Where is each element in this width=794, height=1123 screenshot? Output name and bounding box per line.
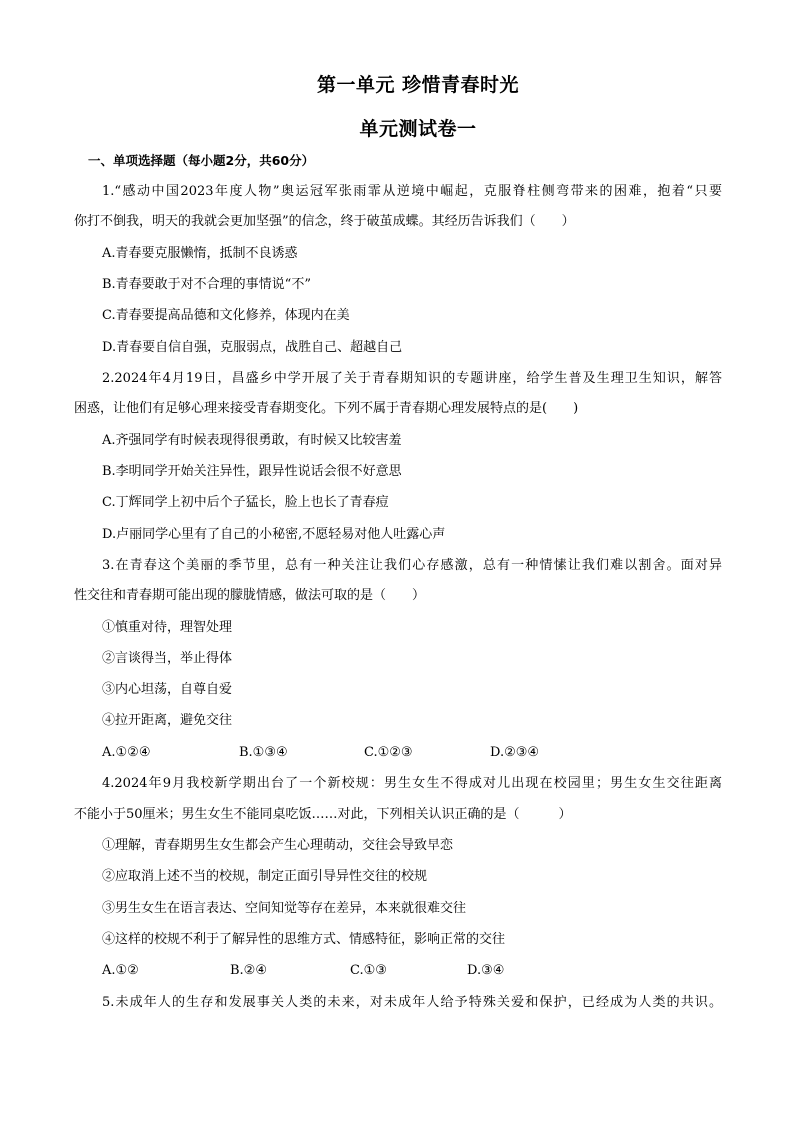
question-3-statement-1: ①慎重对待，理智处理 xyxy=(102,620,233,635)
question-4-line-1: 4.2024年9月我校新学期出台了一个新校规：男生女生不得成对儿出现在校园里；男生女生交往距离 xyxy=(102,776,722,791)
question-2-option-d: D.卢丽同学心里有了自己的小秘密,不愿轻易对他人吐露心声 xyxy=(102,527,446,542)
question-3-choice-a: A.①②④ xyxy=(102,745,151,760)
question-1-option-b: B.青春要敢于对不合理的事情说“不” xyxy=(102,277,311,292)
question-4-statement-1: ①理解，青春期男生女生都会产生心理萌动，交往会导致早恋 xyxy=(102,838,454,853)
question-1-line-1: 1.“感动中国2023年度人物”奥运冠军张雨霏从逆境中崛起，克服脊柱侧弯带来的困难，抱着“只要 xyxy=(102,184,722,199)
question-1-option-c: C.青春要提高品德和文化修养，体现内在美 xyxy=(102,308,350,323)
question-3-choice-c: C.①②③ xyxy=(364,745,413,760)
question-3-choice-b: B.①③④ xyxy=(239,745,288,760)
question-4-choice-b: B.②④ xyxy=(230,963,267,978)
question-2-option-a: A.齐强同学有时候表现得很勇敢，有时候又比较害羞 xyxy=(102,433,402,448)
question-1-option-a: A.青春要克服懒惰，抵制不良诱惑 xyxy=(102,246,298,261)
question-4-choice-d: D.③④ xyxy=(467,963,505,978)
section-heading: 一、单项选择题（每小题2分，共60分） xyxy=(88,153,315,168)
question-3-statement-2: ②言谈得当，举止得体 xyxy=(102,651,233,666)
question-4-statement-4: ④这样的校规不利于了解异性的思维方式、情感特征，影响正常的交往 xyxy=(102,932,506,947)
question-5-line-1: 5.未成年人的生存和发展事关人类的未来，对未成年人给予特殊关爱和保护，已经成为人类的共识。 xyxy=(102,995,722,1010)
question-4-line-2: 不能小于50厘米；男生女生不能同桌吃饭……对此，下列相关认识正确的是（ ） xyxy=(74,807,572,822)
question-4-choice-a: A.①② xyxy=(102,963,139,978)
question-1-line-2: 你打不倒我，明天的我就会更加坚强”的信念，终于破茧成蝶。其经历告诉我们（ ） xyxy=(74,214,575,229)
question-2-option-c: C.丁辉同学上初中后个子猛长，脸上也长了青春痘 xyxy=(102,495,389,510)
question-3-statement-4: ④拉开距离，避免交往 xyxy=(102,713,233,728)
question-2-line-1: 2.2024年4月19日，昌盛乡中学开展了关于青春期知识的专题讲座，给学生普及生理卫生知识，解答 xyxy=(102,371,722,386)
test-title: 单元测试卷一 xyxy=(359,118,477,140)
question-3-line-2: 性交往和青春期可能出现的朦胧情感，做法可取的是（ ） xyxy=(74,588,426,603)
question-2-option-b: B.李明同学开始关注异性，跟异性说话会很不好意思 xyxy=(102,464,402,479)
question-4-statement-2: ②应取消上述不当的校规，制定正面引导异性交往的校规 xyxy=(102,869,428,884)
question-2-line-2: 困惑，让他们有足够心理来接受青春期变化。下列不属于青春期心理发展特点的是( ) xyxy=(74,401,579,416)
unit-title: 第一单元 珍惜青春时光 xyxy=(316,74,520,96)
question-3-choice-d: D.②③④ xyxy=(490,745,540,760)
question-3-statement-3: ③内心坦荡，自尊自爱 xyxy=(102,682,233,697)
question-3-line-1: 3.在青春这个美丽的季节里，总有一种关注让我们心存感激，总有一种情愫让我们难以割舍。面对异 xyxy=(102,558,722,573)
question-4-choice-c: C.①③ xyxy=(350,963,387,978)
question-1-option-d: D.青春要自信自强，克服弱点，战胜自己、超越自己 xyxy=(102,340,403,355)
question-4-statement-3: ③男生女生在语言表达、空间知觉等存在差异，本来就很难交往 xyxy=(102,901,467,916)
